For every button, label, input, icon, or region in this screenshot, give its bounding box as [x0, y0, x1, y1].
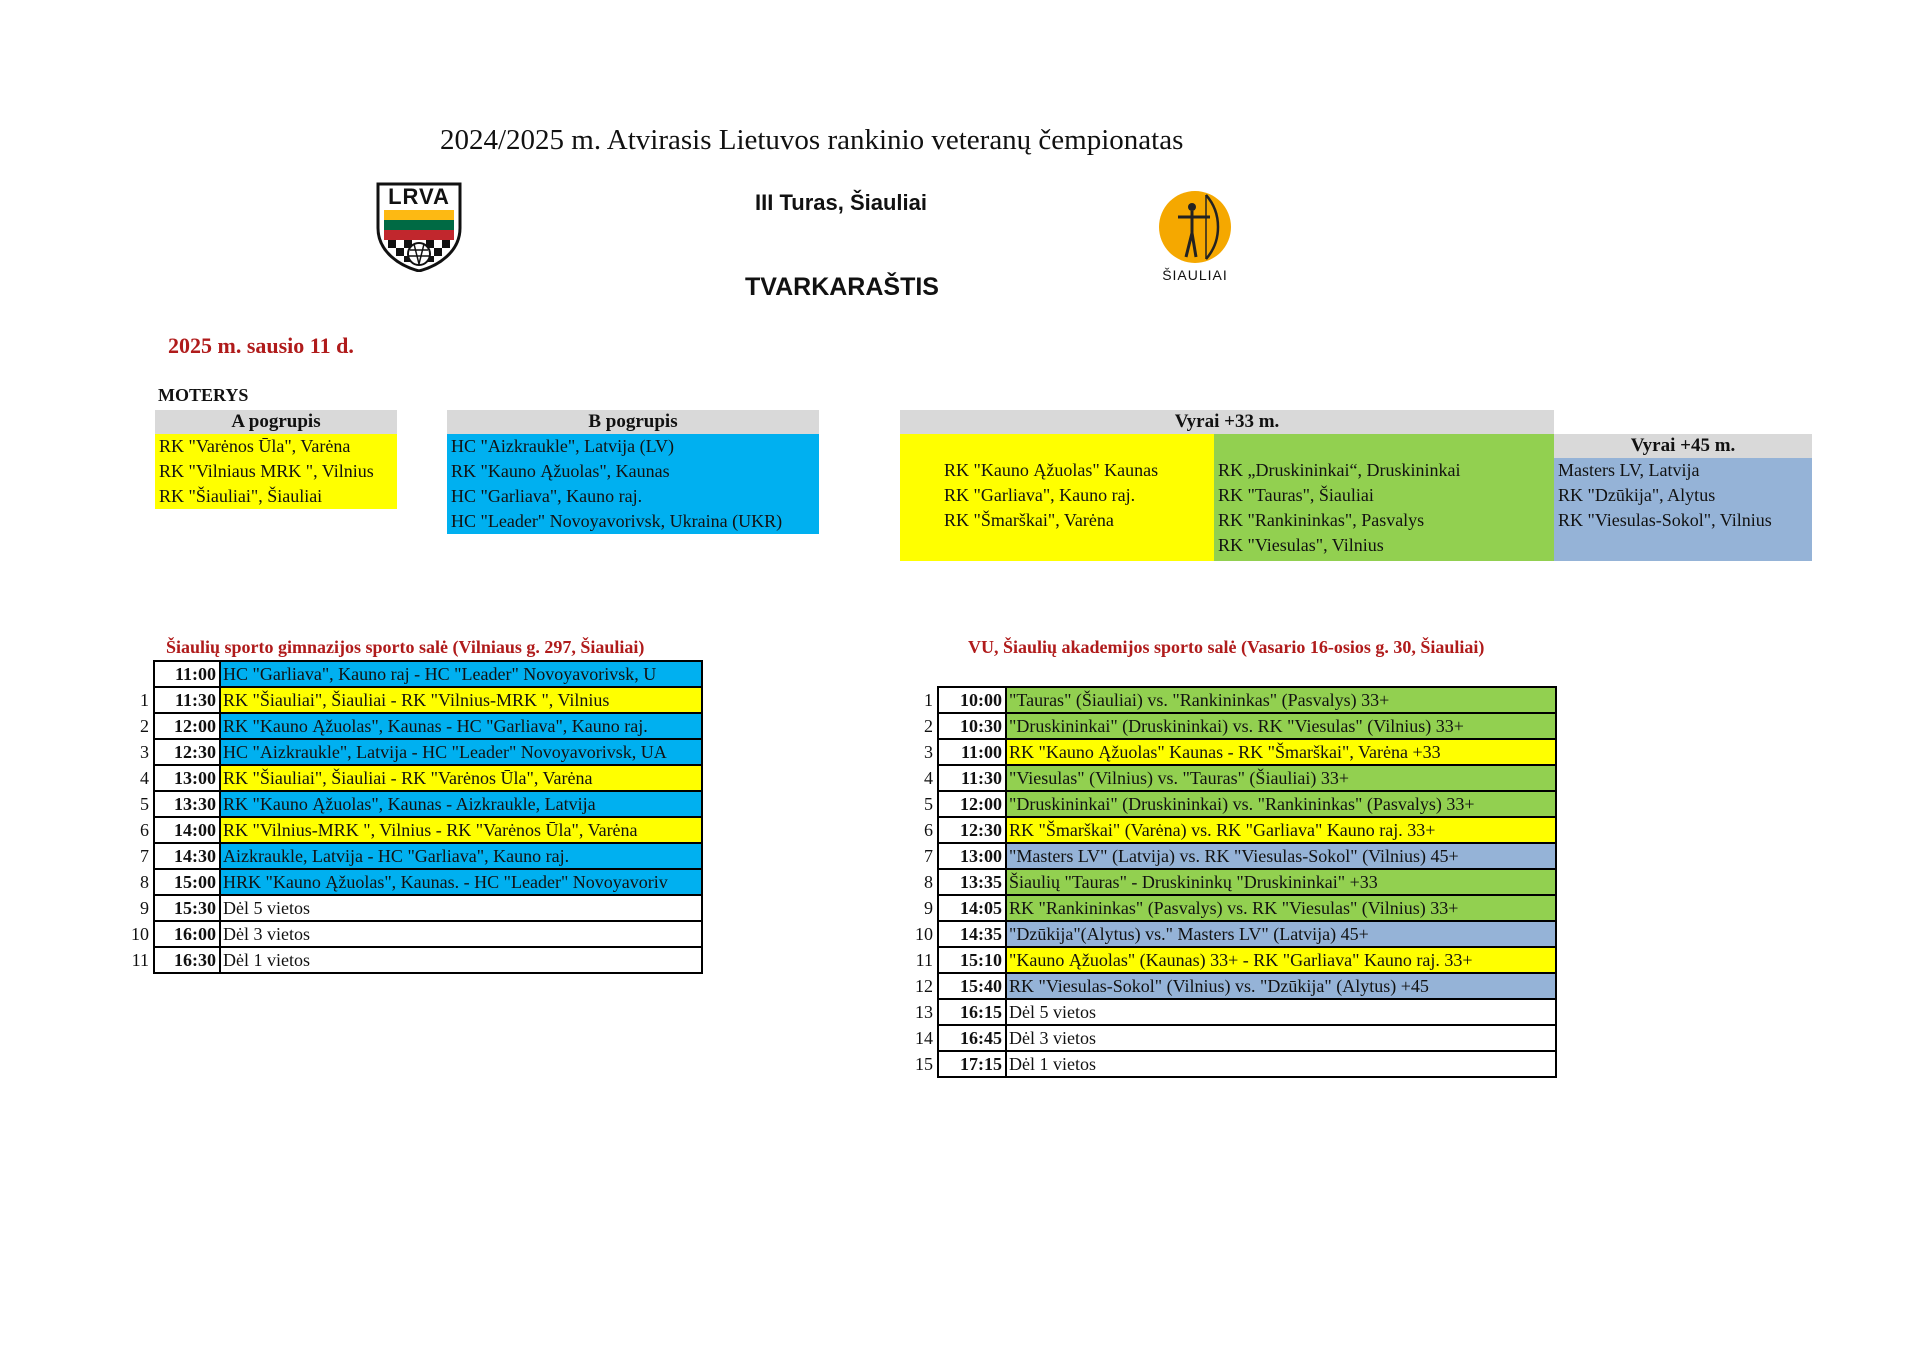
match-cell: [1006, 895, 1556, 921]
group-b: [447, 410, 819, 534]
match-time: 15:00: [154, 869, 220, 895]
match-teams: Dėl 1 vietos: [223, 950, 310, 970]
match-time: 16:30: [154, 947, 220, 973]
men33-team: RK "Šmarškai", Varėna: [944, 510, 1114, 530]
match-cell: [220, 843, 702, 869]
venue-left-title: Šiaulių sporto gimnazijos sporto salė (Vilniaus g. 297, Šiauliai): [166, 637, 645, 657]
group-a-title: A pogrupis: [155, 410, 397, 434]
schedule-heading: TVARKARAŠTIS: [745, 273, 939, 301]
match-number: 7: [912, 843, 938, 869]
table-row: [128, 791, 702, 817]
match-teams: Dėl 1 vietos: [1009, 1054, 1096, 1074]
table-row: [912, 739, 1556, 765]
match-cell: [1006, 687, 1556, 713]
match-time: 15:40: [938, 973, 1006, 999]
table-row: [912, 869, 1556, 895]
match-number: 10: [912, 921, 938, 947]
match-cell: [1006, 843, 1556, 869]
match-number: 14: [912, 1025, 938, 1051]
table-row: [128, 947, 702, 973]
match-teams: RK "Kauno Ąžuolas", Kaunas - HC "Garliava", Kauno raj.: [223, 716, 648, 736]
match-number: 4: [912, 765, 938, 791]
match-cell: [1006, 973, 1556, 999]
match-teams: RK "Šmarškai" (Varėna) vs. RK "Garliava" Kauno raj. 33+: [1009, 820, 1436, 840]
match-time: 14:00: [154, 817, 220, 843]
match-time: 12:30: [938, 817, 1006, 843]
men33-col2: [1214, 434, 1554, 561]
siauliai-logo: [1130, 183, 1260, 288]
match-number: 1: [128, 687, 154, 713]
match-teams: "Masters LV" (Latvija) vs. RK "Viesulas-Sokol" (Vilnius) 45+: [1009, 846, 1459, 866]
match-cell: [1006, 765, 1556, 791]
match-number: 1: [912, 687, 938, 713]
match-teams: RK "Šiauliai", Šiauliai - RK "Varėnos Ūla", Varėna: [223, 768, 593, 788]
match-time: 12:00: [154, 713, 220, 739]
men33-col1: [900, 434, 1214, 561]
match-cell: [1006, 1051, 1556, 1077]
match-teams: RK "Šiauliai", Šiauliai - RK "Vilnius-MRK ", Vilnius: [223, 690, 610, 710]
match-time: 16:15: [938, 999, 1006, 1025]
match-time: 16:45: [938, 1025, 1006, 1051]
men45-title: Vyrai +45 m.: [1554, 434, 1812, 458]
match-cell: [1006, 817, 1556, 843]
match-number: 5: [128, 791, 154, 817]
match-teams: "Tauras" (Šiauliai) vs. "Rankininkas" (Pasvalys) 33+: [1009, 690, 1390, 710]
men45-team: RK "Dzūkija", Alytus: [1558, 485, 1716, 505]
group-a: [155, 410, 397, 509]
archer-icon: [1130, 183, 1260, 263]
match-time: 12:30: [154, 739, 220, 765]
match-number: 2: [128, 713, 154, 739]
match-cell: [220, 791, 702, 817]
table-row: [128, 687, 702, 713]
match-number: 3: [128, 739, 154, 765]
match-time: 15:30: [154, 895, 220, 921]
lrva-logo: [374, 180, 464, 272]
match-teams: Dėl 3 vietos: [223, 924, 310, 944]
match-cell: [220, 817, 702, 843]
match-teams: HC "Garliava", Kauno raj - HC "Leader" Novoyavorivsk, U: [223, 664, 657, 684]
table-row: [128, 921, 702, 947]
men45-group: [1554, 434, 1812, 561]
men33-team: RK "Rankininkas", Pasvalys: [1218, 510, 1425, 530]
match-number: [128, 661, 154, 687]
group-b-team: HC "Leader" Novoyavorivsk, Ukraina (UKR): [447, 509, 819, 534]
match-teams: Aizkraukle, Latvija - HC "Garliava", Kauno raj.: [223, 846, 570, 866]
table-row: [912, 1025, 1556, 1051]
match-cell: [1006, 869, 1556, 895]
match-teams: Dėl 3 vietos: [1009, 1028, 1096, 1048]
men33-team: RK "Viesulas", Vilnius: [1218, 535, 1384, 555]
match-teams: Dėl 5 vietos: [1009, 1002, 1096, 1022]
match-teams: "Dzūkija"(Alytus) vs." Masters LV" (Latvija) 45+: [1009, 924, 1369, 944]
match-time: 14:05: [938, 895, 1006, 921]
match-number: 10: [128, 921, 154, 947]
match-teams: "Druskininkai" (Druskininkai) vs. RK "Viesulas" (Vilnius) 33+: [1009, 716, 1464, 736]
men33-team: RK "Kauno Ąžuolas" Kaunas: [944, 460, 1159, 480]
table-row: [128, 765, 702, 791]
group-b-team: HC "Garliava", Kauno raj.: [447, 484, 819, 509]
match-time: 10:00: [938, 687, 1006, 713]
table-row: [912, 895, 1556, 921]
venue-right-title: VU, Šiaulių akademijos sporto salė (Vasario 16-osios g. 30, Šiauliai): [968, 637, 1485, 657]
match-cell: [1006, 947, 1556, 973]
group-b-team: HC "Aizkraukle", Latvija (LV): [447, 434, 819, 459]
match-teams: HC "Aizkraukle", Latvija - HC "Leader" Novoyavorivsk, UA: [223, 742, 667, 762]
table-row: [912, 921, 1556, 947]
schedule-table-left: [128, 660, 703, 974]
table-row: [128, 895, 702, 921]
match-number: 11: [128, 947, 154, 973]
match-time: 11:30: [938, 765, 1006, 791]
match-number: 7: [128, 843, 154, 869]
match-time: 14:30: [154, 843, 220, 869]
match-number: 8: [912, 869, 938, 895]
match-teams: RK "Kauno Ąžuolas", Kaunas - Aizkraukle, Latvija: [223, 794, 596, 814]
women-label: MOTERYS: [158, 385, 249, 405]
match-teams: RK "Viesulas-Sokol" (Vilnius) vs. "Dzūkija" (Alytus) +45: [1009, 976, 1429, 996]
match-time: 15:10: [938, 947, 1006, 973]
match-time: 13:35: [938, 869, 1006, 895]
match-cell: [220, 869, 702, 895]
match-cell: [1006, 739, 1556, 765]
round-title: III Turas, Šiauliai: [755, 190, 927, 215]
match-teams: "Druskininkai" (Druskininkai) vs. "Rankininkas" (Pasvalys) 33+: [1009, 794, 1475, 814]
match-time: 11:30: [154, 687, 220, 713]
match-number: 11: [912, 947, 938, 973]
match-cell: [220, 765, 702, 791]
match-time: 13:30: [154, 791, 220, 817]
match-number: 3: [912, 739, 938, 765]
match-number: 6: [128, 817, 154, 843]
match-time: 16:00: [154, 921, 220, 947]
table-row: [912, 765, 1556, 791]
table-row: [128, 661, 702, 687]
men45-teams: [1554, 458, 1812, 561]
men45-team: Masters LV, Latvija: [1558, 460, 1700, 480]
match-teams: Dėl 5 vietos: [223, 898, 310, 918]
match-number: 9: [912, 895, 938, 921]
match-time: 13:00: [938, 843, 1006, 869]
match-cell: [220, 739, 702, 765]
match-teams: RK "Kauno Ąžuolas" Kaunas - RK "Šmarškai", Varėna +33: [1009, 742, 1441, 762]
match-time: 11:00: [154, 661, 220, 687]
men45-team: RK "Viesulas-Sokol", Vilnius: [1558, 510, 1772, 530]
group-b-team: RK "Kauno Ąžuolas", Kaunas: [447, 459, 819, 484]
match-time: 13:00: [154, 765, 220, 791]
match-teams: "Viesulas" (Vilnius) vs. "Tauras" (Šiauliai) 33+: [1009, 768, 1350, 788]
match-number: 4: [128, 765, 154, 791]
table-row: [128, 869, 702, 895]
match-time: 17:15: [938, 1051, 1006, 1077]
table-row: [128, 713, 702, 739]
men33-team: RK "Garliava", Kauno raj.: [944, 485, 1136, 505]
event-date: 2025 m. sausio 11 d.: [168, 333, 354, 358]
match-teams: Šiaulių "Tauras" - Druskininkų "Druskininkai" +33: [1009, 872, 1378, 892]
match-time: 10:30: [938, 713, 1006, 739]
match-number: 2: [912, 713, 938, 739]
match-number: 8: [128, 869, 154, 895]
table-row: [912, 687, 1556, 713]
match-time: 12:00: [938, 791, 1006, 817]
match-cell: [220, 661, 702, 687]
table-row: [912, 791, 1556, 817]
group-a-team: RK "Varėnos Ūla", Varėna: [155, 434, 397, 459]
match-cell: [220, 921, 702, 947]
table-row: [912, 817, 1556, 843]
match-number: 13: [912, 999, 938, 1025]
match-cell: [1006, 1025, 1556, 1051]
siauliai-logo-text: ŠIAULIAI: [1162, 267, 1228, 283]
match-cell: [220, 895, 702, 921]
match-teams: HRK "Kauno Ąžuolas", Kaunas. - HC "Leader" Novoyavoriv: [223, 872, 668, 892]
match-teams: RK "Rankininkas" (Pasvalys) vs. RK "Viesulas" (Vilnius) 33+: [1009, 898, 1459, 918]
table-row: [128, 817, 702, 843]
table-row: [128, 843, 702, 869]
match-cell: [1006, 713, 1556, 739]
schedule-table-right: [912, 686, 1557, 1078]
table-row: [912, 713, 1556, 739]
match-number: 5: [912, 791, 938, 817]
match-teams: "Kauno Ąžuolas" (Kaunas) 33+ - RK "Garliava" Kauno raj. 33+: [1009, 950, 1473, 970]
match-time: 11:00: [938, 739, 1006, 765]
men33-title: Vyrai +33 m.: [900, 410, 1554, 434]
match-cell: [1006, 999, 1556, 1025]
match-cell: [220, 713, 702, 739]
match-cell: [220, 947, 702, 973]
table-row: [912, 999, 1556, 1025]
match-cell: [1006, 921, 1556, 947]
table-row: [128, 739, 702, 765]
match-number: 15: [912, 1051, 938, 1077]
men33-team: RK "Tauras", Šiauliai: [1218, 485, 1374, 505]
match-number: 12: [912, 973, 938, 999]
table-row: [912, 843, 1556, 869]
match-teams: RK "Vilnius-MRK ", Vilnius - RK "Varėnos Ūla", Varėna: [223, 820, 638, 840]
group-a-team: RK "Šiauliai", Šiauliai: [155, 484, 397, 509]
table-row: [912, 947, 1556, 973]
men33-team: RK „Druskininkai“, Druskininkai: [1218, 460, 1461, 480]
table-row: [912, 973, 1556, 999]
page-title: 2024/2025 m. Atvirasis Lietuvos rankinio veteranų čempionatas: [440, 124, 1184, 156]
match-cell: [1006, 791, 1556, 817]
match-time: 14:35: [938, 921, 1006, 947]
match-cell: [220, 687, 702, 713]
match-number: 6: [912, 817, 938, 843]
match-number: 9: [128, 895, 154, 921]
table-row: [912, 1051, 1556, 1077]
group-a-team: RK "Vilniaus MRK ", Vilnius: [155, 459, 397, 484]
group-b-title: B pogrupis: [447, 410, 819, 434]
lrva-logo-text: LRVA: [388, 184, 450, 209]
